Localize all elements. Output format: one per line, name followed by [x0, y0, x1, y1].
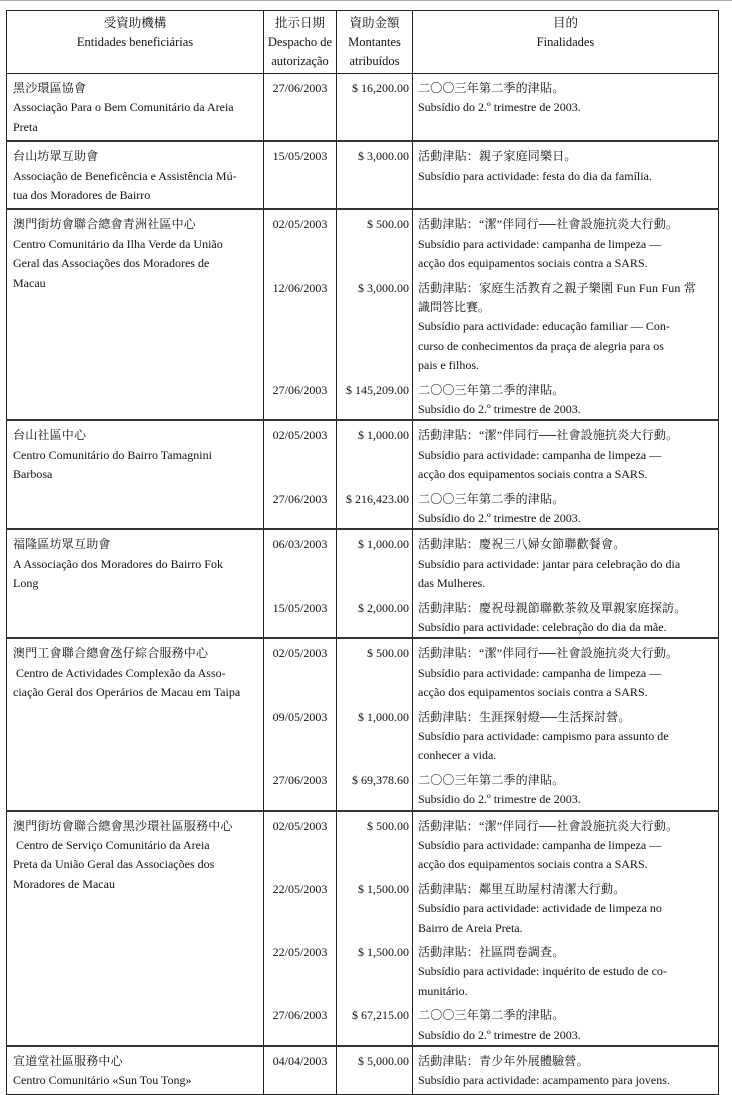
grant-amount: $ 500.00: [367, 818, 409, 833]
purpose-line: 活動津貼：慶祝母親節聯歡茶敘及單親家庭探訪。: [418, 600, 687, 615]
entity-name-zh: 澳門街坊會聯合總會黑沙環社區服務中心: [13, 818, 233, 833]
grant-amount: $ 3,000.00: [358, 149, 409, 164]
table-header-row: [7, 11, 719, 74]
grant-amount: $ 1,000.00: [358, 709, 409, 724]
purpose-line: Subsídio para actividade: campismo para assunto de: [418, 728, 669, 743]
grant-purpose: [413, 812, 718, 875]
purpose-line: Subsídio do 2.º trimestre de 2003.: [418, 511, 581, 526]
entity-name-zh: 澳門街坊會聯合總會青洲社區中心: [13, 217, 197, 232]
purpose-line: munitário.: [418, 983, 468, 998]
entity-name-zh: 澳門工會聯合總會氹仔綜合服務中心: [13, 646, 209, 661]
grant-date: 02/05/2003: [272, 428, 328, 443]
grant-date: 27/06/2003: [272, 382, 328, 397]
purpose-line: acção dos equipamentos sociais contra a SARS.: [418, 256, 648, 271]
purpose-line: Subsídio do 2.º trimestre de 2003.: [418, 402, 581, 417]
date-cell: [264, 529, 337, 638]
entity-name-zh: 台山社區中心: [13, 428, 87, 443]
purpose-line: Subsídio do 2.º trimestre de 2003.: [418, 1027, 581, 1042]
entity-name-pt-line: Centro Comunitário da Ilha Verde da União: [13, 236, 223, 251]
grant-purpose: [413, 530, 718, 593]
entity-name-zh: 黑沙環區協會: [13, 81, 87, 95]
grant-purpose: [413, 938, 718, 1001]
amount-cell: [337, 74, 413, 142]
purpose-line: Subsídio para actividade: campanha de limpeza —: [418, 665, 662, 680]
grant-amount: $ 216,423.00: [346, 491, 409, 506]
grant-purpose: [413, 142, 718, 186]
grant-purpose: [413, 703, 718, 766]
entity-name-pt-line: Centro de Actividades Complexão da Asso-: [13, 665, 226, 680]
grant-purpose: [413, 210, 718, 273]
grants-table: [6, 10, 719, 1095]
grant-date: 27/06/2003: [272, 1008, 328, 1023]
purpose-line: Subsídio para actividade: jantar para celebração do dia: [418, 556, 681, 571]
purpose-cell: [413, 1046, 719, 1094]
purpose-line: 識問答比賽。: [418, 300, 491, 315]
grant-date: 04/04/2003: [272, 1053, 328, 1068]
date-cell: [264, 638, 337, 810]
entity-name-zh: 台山坊眾互助會: [13, 149, 99, 164]
grant-purpose: [413, 766, 718, 810]
purpose-line: 活動津貼：“潔”伴同行──社會設施抗炎大行動。: [418, 428, 679, 443]
grant-amount: $ 2,000.00: [358, 600, 409, 615]
grant-date: 27/06/2003: [272, 491, 328, 506]
purpose-cell: [413, 420, 719, 529]
purpose-line: 二〇〇三年第二季的津貼。: [418, 382, 565, 397]
entity-name-pt-line: Barbosa: [13, 467, 53, 482]
header-purpose: [413, 11, 719, 74]
amount-cell: [337, 529, 413, 638]
purpose-line: Subsídio para actividade: festa do dia da família.: [418, 168, 652, 183]
grant-purpose: [413, 274, 718, 376]
grant-purpose: [413, 1001, 718, 1045]
date-cell: [264, 74, 337, 142]
grants-table-body: [7, 74, 719, 1095]
purpose-line: Subsídio para actividade: actividade de limpeza no: [418, 901, 662, 916]
purpose-cell: [413, 209, 719, 420]
grant-amount: $ 5,000.00: [358, 1053, 409, 1068]
page-top-rule: [0, 0, 732, 5]
entity-name-pt-line: Centro de Serviço Comunitário da Areia: [13, 837, 210, 852]
header-amount-zh: 資助金額: [349, 16, 400, 30]
entity-cell: [7, 141, 264, 209]
table-row: [7, 209, 719, 420]
header-purpose-pt: Finalidades: [536, 35, 595, 49]
grant-amount: $ 1,000.00: [358, 428, 409, 443]
date-cell: [264, 420, 337, 529]
purpose-line: acção dos equipamentos sociais contra a SARS.: [418, 467, 648, 482]
entity-name-pt-line: Associação de Beneficência e Assistência Mú-: [13, 168, 237, 183]
purpose-line: 活動津貼：親子家庭同樂日。: [418, 149, 577, 164]
table-row: [7, 638, 719, 810]
grant-date: 27/06/2003: [272, 772, 328, 787]
purpose-line: acção dos equipamentos sociais contra a SARS.: [418, 857, 648, 872]
entity-name-pt-line: ciação Geral dos Operários de Macau em Taipa: [13, 685, 241, 700]
entity-name-pt-line: Moradores de Macau: [13, 876, 115, 891]
purpose-line: 活動津貼：青少年外展體驗營。: [418, 1053, 589, 1068]
header-entity-zh: 受資助機構: [103, 16, 167, 30]
table-row: [7, 74, 719, 142]
header-amount: [337, 11, 413, 74]
grant-purpose: [413, 875, 718, 938]
purpose-line: Subsídio para actividade: campanha de limpeza —: [418, 837, 662, 852]
purpose-cell: [413, 141, 719, 209]
amount-cell: [337, 1046, 413, 1094]
grant-date: 02/05/2003: [272, 818, 328, 833]
entity-name-pt-line: Long: [13, 576, 39, 591]
entity-name-pt-line: Centro Comunitário do Bairro Tamagnini: [13, 447, 212, 462]
header-amount-pt-2: atribuídos: [349, 54, 400, 68]
amount-cell: [337, 141, 413, 209]
purpose-line: Subsídio para actividade: campanha de limpeza —: [418, 447, 662, 462]
purpose-line: 二〇〇三年第二季的津貼。: [418, 81, 565, 95]
purpose-line: Bairro de Areia Preta.: [418, 920, 523, 935]
amount-cell: [337, 638, 413, 810]
grant-amount: $ 69,378.60: [352, 772, 409, 787]
purpose-line: 活動津貼：家庭生活教育之親子樂園 Fun Fun Fun 常: [418, 280, 697, 295]
purpose-cell: [413, 74, 719, 142]
grant-amount: $ 16,200.00: [352, 81, 409, 95]
purpose-line: 活動津貼：生涯探射燈──生活探討營。: [418, 709, 631, 724]
purpose-line: curso de conhecimentos da praça de alegria para os: [418, 338, 664, 353]
purpose-line: Subsídio do 2.º trimestre de 2003.: [418, 792, 581, 807]
grant-date: 22/05/2003: [272, 881, 328, 896]
entity-name-pt-line: tua dos Moradores de Bairro: [13, 188, 151, 203]
entity-cell: [7, 529, 264, 638]
entity-name-pt-line: Geral das Associações dos Moradores de: [13, 256, 210, 271]
grant-amount: $ 145,209.00: [346, 382, 409, 397]
header-amount-pt-1: Montantes: [348, 35, 401, 49]
grant-date: 06/03/2003: [272, 537, 328, 552]
header-date: [264, 11, 337, 74]
entity-cell: [7, 209, 264, 420]
entity-name-pt-line: Preta: [13, 119, 38, 134]
grant-date: 15/05/2003: [272, 149, 328, 164]
grant-amount: $ 500.00: [367, 217, 409, 232]
grant-purpose: [413, 376, 718, 420]
grant-amount: $ 3,000.00: [358, 280, 409, 295]
grant-purpose: [413, 594, 718, 638]
entity-cell: [7, 420, 264, 529]
purpose-line: 二〇〇三年第二季的津貼。: [418, 491, 565, 506]
purpose-line: Subsídio para actividade: inquérito de estudo de co-: [418, 964, 667, 979]
purpose-line: Subsídio do 2.º trimestre de 2003.: [418, 100, 581, 115]
entity-cell: [7, 74, 264, 142]
entity-name-pt-line: Preta da União Geral das Associações dos: [13, 857, 215, 872]
grant-date: 02/05/2003: [272, 217, 328, 232]
grant-amount: $ 500.00: [367, 646, 409, 661]
amount-cell: [337, 209, 413, 420]
purpose-line: 活動津貼：“潔”伴同行──社會設施抗炎大行動。: [418, 818, 679, 833]
entity-name-pt-line: A Associação dos Moradores do Bairro Fok: [13, 556, 223, 571]
header-purpose-zh: 目的: [552, 16, 578, 30]
entity-cell: [7, 1046, 264, 1094]
grant-date: 22/05/2003: [272, 944, 328, 959]
entity-cell: [7, 811, 264, 1046]
grant-purpose: [413, 485, 718, 529]
amount-cell: [337, 811, 413, 1046]
entity-name-pt-line: Associação Para o Bem Comunitário da Areia: [13, 100, 234, 115]
date-cell: [264, 811, 337, 1046]
date-cell: [264, 1046, 337, 1094]
table-row: [7, 811, 719, 1046]
grant-date: 15/05/2003: [272, 600, 328, 615]
table-row: [7, 1046, 719, 1094]
purpose-line: Subsídio para actividade: acampamento para jovens.: [418, 1073, 670, 1088]
purpose-line: Subsídio para actividade: campanha de limpeza —: [418, 236, 662, 251]
entity-name-zh: 福隆區坊眾互助會: [13, 537, 111, 552]
entity-name-pt-line: Macau: [13, 275, 46, 290]
purpose-cell: [413, 638, 719, 810]
purpose-line: acção dos equipamentos sociais contra a SARS.: [418, 685, 648, 700]
purpose-line: conhecer a vida.: [418, 748, 497, 763]
amount-cell: [337, 420, 413, 529]
grant-purpose: [413, 74, 718, 118]
grants-document: [6, 10, 718, 1095]
header-date-zh: 批示日期: [274, 16, 325, 30]
purpose-line: Subsídio para actividade: celebração do dia da mãe.: [418, 620, 667, 634]
purpose-line: 二〇〇三年第二季的津貼。: [418, 1008, 565, 1023]
entity-name-zh: 宣道堂社區服務中心: [13, 1053, 123, 1068]
purpose-line: Subsídio para actividade: educação familiar — Con-: [418, 319, 670, 334]
grant-purpose: [413, 639, 718, 702]
grant-amount: $ 67,215.00: [352, 1008, 409, 1023]
header-entity: [7, 11, 264, 74]
grant-date: 12/06/2003: [272, 280, 328, 295]
grant-purpose: [413, 421, 718, 484]
grant-date: 02/05/2003: [272, 646, 328, 661]
grant-amount: $ 1,500.00: [358, 944, 409, 959]
entity-name-pt-line: Centro Comunitário «Sun Tou Tong»: [13, 1073, 192, 1088]
grant-purpose: [413, 1047, 718, 1091]
table-row: [7, 141, 719, 209]
table-row: [7, 420, 719, 529]
header-date-pt-1: Despacho de: [267, 35, 333, 49]
grant-date: 27/06/2003: [272, 81, 328, 95]
purpose-line: pais e filhos.: [418, 358, 479, 373]
purpose-line: 活動津貼：慶祝三八婦女節聯歡餐會。: [418, 537, 626, 552]
purpose-line: 活動津貼：鄰里互助屋村清潔大行動。: [418, 881, 626, 896]
purpose-cell: [413, 811, 719, 1046]
purpose-cell: [413, 529, 719, 638]
header-date-pt-2: autorização: [271, 54, 329, 68]
grant-amount: $ 1,500.00: [358, 881, 409, 896]
purpose-line: 活動津貼：社區問卷調查。: [418, 944, 565, 959]
grant-amount: $ 1,000.00: [358, 537, 409, 552]
purpose-line: 活動津貼：“潔”伴同行──社會設施抗炎大行動。: [418, 217, 679, 232]
purpose-line: das Mulheres.: [418, 576, 486, 591]
date-cell: [264, 141, 337, 209]
header-entity-pt: Entidades beneficiárias: [76, 35, 194, 49]
table-row: [7, 529, 719, 638]
purpose-line: 二〇〇三年第二季的津貼。: [418, 772, 565, 787]
grant-date: 09/05/2003: [272, 709, 328, 724]
entity-cell: [7, 638, 264, 810]
purpose-line: 活動津貼：“潔”伴同行──社會設施抗炎大行動。: [418, 646, 679, 661]
date-cell: [264, 209, 337, 420]
